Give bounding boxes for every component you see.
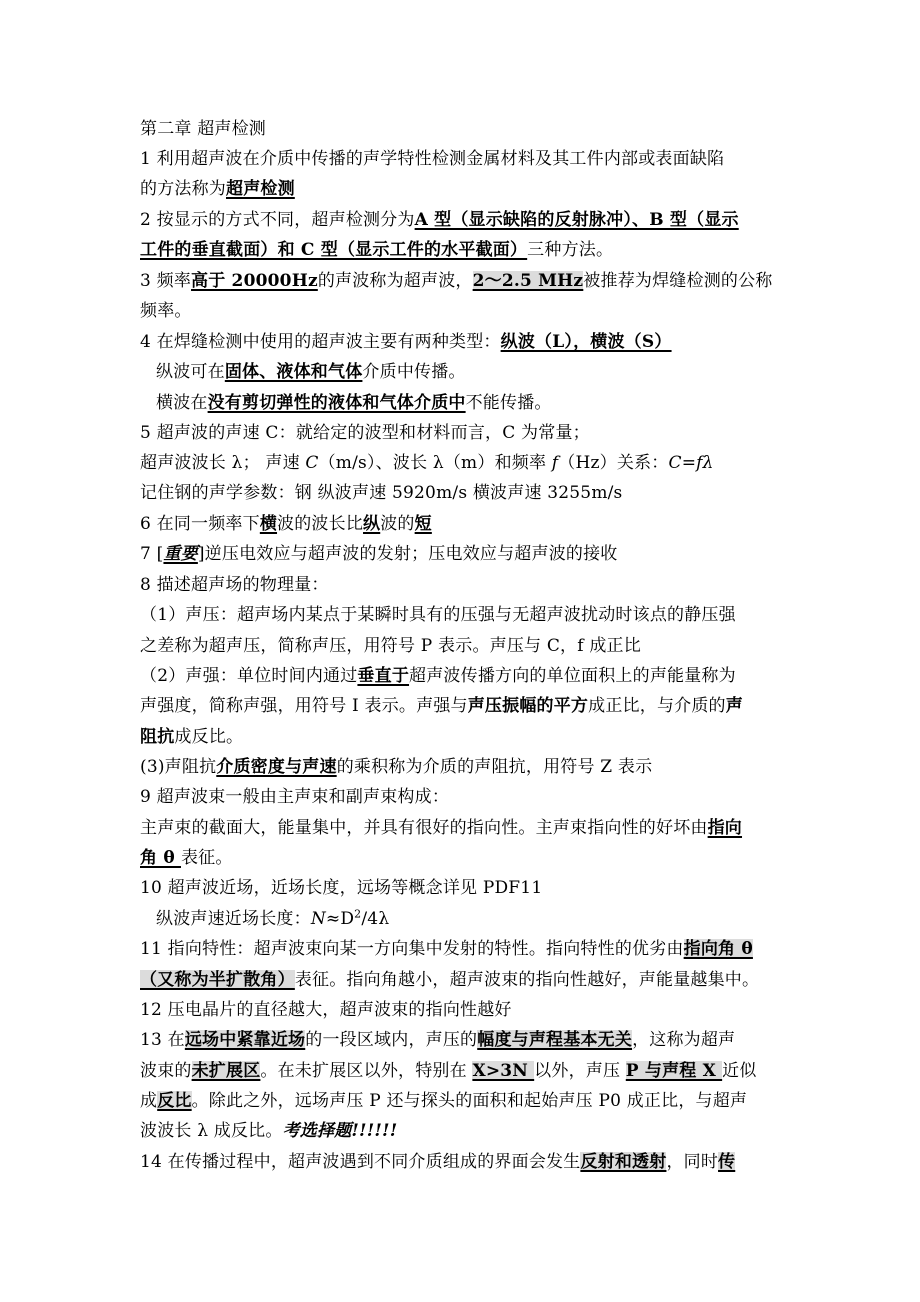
item-9-line-1: 9 超声波束一般由主声束和副声束构成：	[140, 787, 450, 807]
item-2-line-2: 工件的垂直截面）和 C 型（显示工件的水平截面）三种方法。	[140, 240, 614, 260]
item-3-line-1: 3 频率高于 20000Hz的声波称为超声波，2～2.5 MHz被推荐为焊缝检测的公称	[140, 271, 773, 291]
item-9-line-3: 角 θ 表征。	[140, 848, 233, 868]
item-13-line-1: 13 在远场中紧靠近场的一段区域内，声压的幅度与声程基本无关，这称为超声	[140, 1030, 736, 1050]
item-10-line-2: 纵波声速近场长度：$N\approx D^2/4\lambda$	[156, 907, 390, 929]
item-8-p1-line-2: 之差称为超声压，简称声压，用符号 P 表示。声压与 C，f 成正比	[140, 636, 641, 656]
item-11-line-1: 11 指向特性：超声波束向某一方向集中发射的特性。指向特性的优劣由指向角 θ	[140, 939, 753, 959]
item-8-line-1: 8 描述超声场的物理量：	[140, 575, 329, 595]
item-14: 14 在传播过程中，超声波遇到不同介质组成的界面会发生反射和透射，同时传	[140, 1152, 736, 1172]
item-13-line-2: 波束的未扩展区。在未扩展区以外，特别在 X>3N 以外，声压 P 与声程 X 近似	[140, 1061, 757, 1081]
item-5-line-1: 5 超声波的声速 C：就给定的波型和材料而言，C 为常量；	[140, 423, 590, 443]
item-4-line-1: 4 在焊缝检测中使用的超声波主要有两种类型：纵波（L），横波（S）	[140, 332, 672, 352]
item-8-p2-line-2: 声强度，简称声强，用符号 I 表示。声强与声压振幅的平方成正比，与介质的声	[140, 696, 743, 716]
item-9-line-2: 主声束的截面大，能量集中，并具有很好的指向性。主声束指向性的好坏由指向	[140, 818, 743, 838]
item-4-line-3: 横波在没有剪切弹性的液体和气体介质中不能传播。	[156, 393, 552, 413]
item-10-line-1: 10 超声波近场，近场长度，远场等概念详见 PDF11	[140, 878, 543, 898]
item-5-line-3: 记住钢的声学参数：钢 纵波声速 5920m/s 横波声速 3255m/s	[140, 483, 623, 503]
item-11-line-2: （又称为半扩散角）表征。指向角越小，超声波束的指向性越好，声能量越集中。	[140, 970, 760, 990]
item-1-line-2: 的方法称为超声检测	[140, 179, 295, 199]
chapter-title: 第二章 超声检测	[140, 119, 267, 139]
item-5-line-2: 超声波波长 λ； 声速 C（m/s）、波长 λ（m）和频率 f（Hz）关系：C=fλ	[140, 453, 714, 473]
item-8-p1-line-1: （1）声压：超声场内某点于某瞬时具有的压强与无超声波扰动时该点的静压强	[140, 605, 736, 625]
item-8-p2-line-1: （2）声强：单位时间内通过垂直于超声波传播方向的单位面积上的声能量称为	[140, 666, 736, 686]
item-3-line-2: 频率。	[140, 301, 192, 321]
item-13-line-4: 波波长 λ 成反比。考选择题!!!!!!	[140, 1121, 398, 1141]
item-2-line-1: 2 按显示的方式不同，超声检测分为A 型（显示缺陷的反射脉冲）、B 型（显示	[140, 210, 739, 230]
item-8-p3: (3)声阻抗介质密度与声速的乘积称为介质的声阻抗，用符号 Z 表示	[140, 757, 653, 777]
item-1-line-1: 1 利用超声波在介质中传播的声学特性检测金属材料及其工件内部或表面缺陷	[140, 149, 725, 169]
item-4-line-2: 纵波可在固体、液体和气体介质中传播。	[156, 362, 466, 382]
item-7: 7 [重要]逆压电效应与超声波的发射；压电效应与超声波的接收	[140, 544, 618, 564]
item-8-p2-line-3: 阻抗成反比。	[140, 727, 244, 747]
item-6: 6 在同一频率下横波的波长比纵波的短	[140, 514, 432, 534]
item-13-line-3: 成反比。除此之外，远场声压 P 还与探头的面积和起始声压 P0 成正比，与超声	[140, 1091, 748, 1111]
item-12: 12 压电晶片的直径越大，超声波束的指向性越好	[140, 1000, 512, 1020]
